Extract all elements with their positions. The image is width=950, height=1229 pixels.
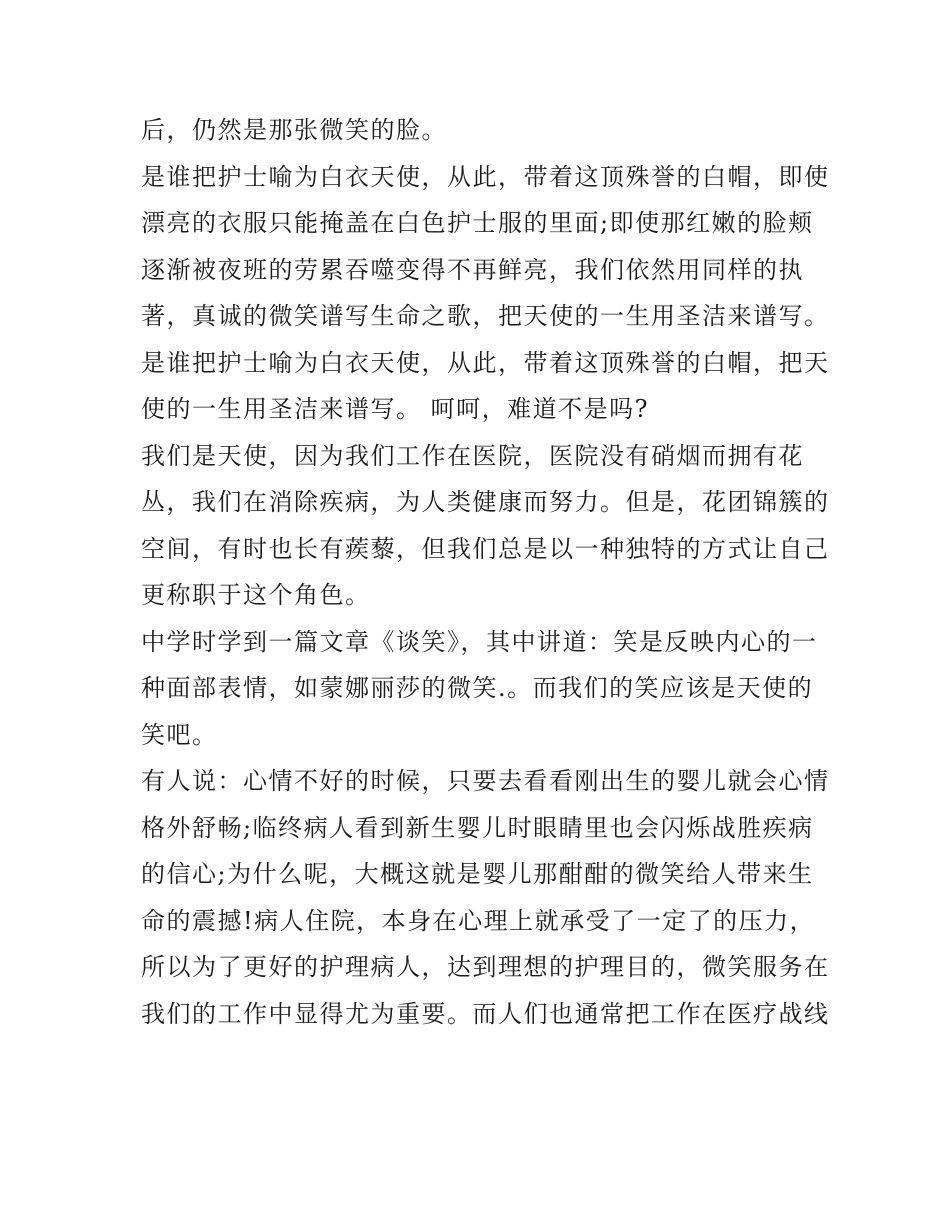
text-line: 我们的工作中显得尤为重要。而人们也通常把工作在医疗战线 [141, 999, 830, 1028]
text-line: 更称职于这个角色。 [141, 581, 371, 609]
text-line: 种面部表情，如蒙娜丽莎的微笑.。而我们的笑应该是天使的 [141, 674, 814, 702]
text-line: 有人说：心情不好的时候，只要去看看刚出生的婴儿就会心情 [141, 767, 830, 795]
body-text [141, 107, 830, 1037]
text-line: 命的震撼!病人住院，本身在心理上就承受了一定了的压力， [141, 906, 816, 935]
text-line: 的信心;为什么呢，大概这就是婴儿那酣酣的微笑给人带来生 [141, 860, 814, 888]
text-line: 笑吧。 [141, 720, 218, 749]
text-line: 使的一生用圣洁来谱写。 呵呵，难道不是吗? [141, 395, 649, 423]
text-line: 是谁把护士喻为白衣天使，从此，带着这顶殊誉的白帽，即使 [141, 162, 830, 191]
text-line: 著，真诚的微笑谱写生命之歌，把天使的一生用圣洁来谱写。 [141, 302, 830, 330]
text-line: 逐渐被夜班的劳累吞噬变得不再鲜亮，我们依然用同样的执 [141, 255, 804, 284]
text-line: 丛，我们在消除疾病，为人类健康而努力。但是，花团锦簇的 [141, 488, 830, 516]
text-line: 后，仍然是那张微笑的脸。 [141, 116, 447, 144]
text-line: 我们是天使，因为我们工作在医院，医院没有硝烟而拥有花 [141, 441, 804, 470]
text-line: 格外舒畅;临终病人看到新生婴儿时眼睛里也会闪烁战胜疾病 [141, 813, 814, 842]
text-line: 漂亮的衣服只能掩盖在白色护士服的里面;即使那红嫩的脸颊 [141, 209, 814, 237]
text-line: 中学时学到一篇文章《谈笑》，其中讲道：笑是反映内心的一 [141, 627, 818, 656]
text-line: 所以为了更好的护理病人，达到理想的护理目的，微笑服务在 [141, 953, 830, 981]
text-line: 是谁把护士喻为白衣天使，从此，带着这顶殊誉的白帽，把天 [141, 348, 830, 377]
text-line: 空间，有时也长有蒺藜，但我们总是以一种独特的方式让自己 [141, 534, 830, 563]
